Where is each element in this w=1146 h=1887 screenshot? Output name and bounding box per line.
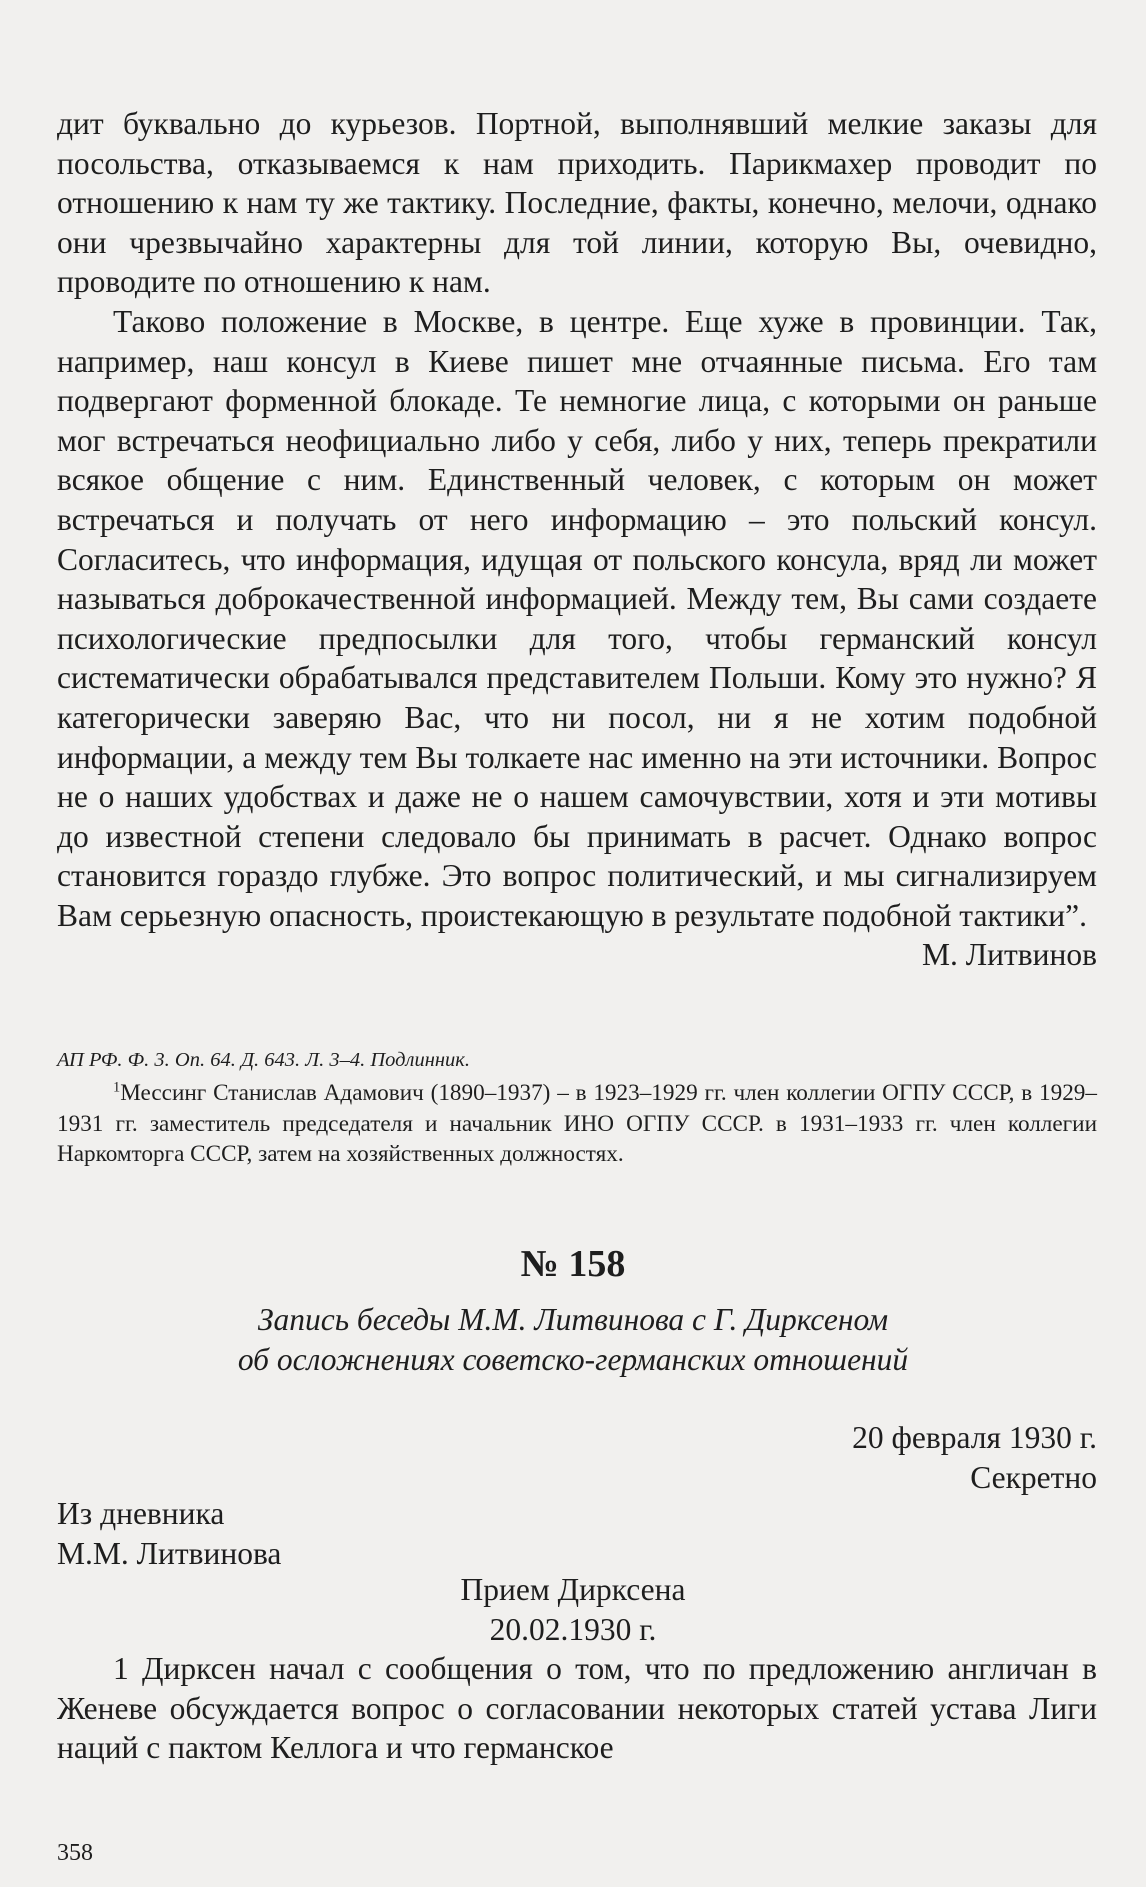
letter-paragraph-1: дит буквально до курьезов. Портной, выполнявший мелкие заказы для посольства, отказываемся к нам приходить. Парикмахер проводит по отношению к нам ту же тактику. Последние, факты, конечно, мелочи, однако они чрезвычайно характерны для той линии, которую Вы, очевидно, проводите по отношению к нам. <box>57 106 1097 300</box>
page-number: 358 <box>57 1840 93 1866</box>
record-text <box>57 1649 1097 1768</box>
document-meta <box>852 1418 1097 1498</box>
reception-date: 20.02.1930 г. <box>489 1612 657 1647</box>
footnote-marker: 1 <box>113 1079 121 1096</box>
letter-signature: М. Литвинов <box>922 937 1097 973</box>
letter-paragraph-2: Таково положение в Москве, в центре. Еще хуже в провинции. Так, например, наш консул в Киеве пишет мне отчаянные письма. Его там подвергают форменной блокаде. Те немногие лица, с которыми он раньше мог встречаться неофициально либо у себя, либо у них, теперь прекратили всякое общение с ним. Единственный человек, с которым он может встречаться и получать от него информацию – это польский консул. Согласитесь, что информация, идущая от польского консула, вряд ли может называться доброкачественной информацией. Между тем, Вы сами создаете психологические предпосылки для того, чтобы германский консул систематически обрабатывался представителем Польши. Кому это нужно? Я категорически заверяю Вас, что ни посол, ни я не хотим подобной информации, а между тем Вы толкаете нас именно на эти источники. Вопрос не о наших удобствах и даже не о нашем самочувствии, хотя и эти мотивы до известной степени следовало бы принимать в расчет. Однако вопрос становится гораздо глубже. Это вопрос политический, и мы сигнализируем Вам серьезную опасность, проистекающую в результате подобной тактики”. <box>57 303 1097 933</box>
document-date: 20 февраля 1930 г. <box>852 1420 1097 1455</box>
diary-label <box>57 1494 281 1574</box>
footnote <box>57 1078 1097 1170</box>
archive-source: АП РФ. Ф. 3. Оп. 64. Д. 643. Л. 3–4. Подлинник. <box>57 1049 471 1071</box>
letter-text <box>57 104 1097 975</box>
reception-title: Прием Дирксена <box>460 1572 686 1607</box>
document-title-line-1: Запись беседы М.М. Литвинова с Г. Дирксеном <box>257 1302 889 1337</box>
document-number: № 158 <box>520 1243 626 1285</box>
record-paragraph-1: 1 Дирксен начал с сообщения о том, что по предложению англичан в Женеве обсуждается вопрос о согласовании некоторых статей устава Лиги наций с пактом Келлога и что германское <box>57 1651 1097 1766</box>
reception-heading <box>0 1570 1146 1650</box>
footnote-text: Мессинг Станислав Адамович (1890–1937) – в 1923–1929 гг. член коллегии ОГПУ СССР, в 1929–1931 гг. заместитель председателя и начальник ИНО ОГПУ СССР. в 1931–1933 гг. член коллегии Наркомторга СССР, затем на хозяйственных должностях. <box>57 1080 1097 1167</box>
diary-label-line-1: Из дневника <box>57 1496 225 1531</box>
document-title <box>0 1300 1146 1380</box>
document-title-line-2: об осложнениях советско-германских отношений <box>237 1342 909 1377</box>
diary-label-line-2: М.М. Литвинова <box>57 1536 282 1571</box>
document-classification: Секретно <box>970 1460 1097 1495</box>
